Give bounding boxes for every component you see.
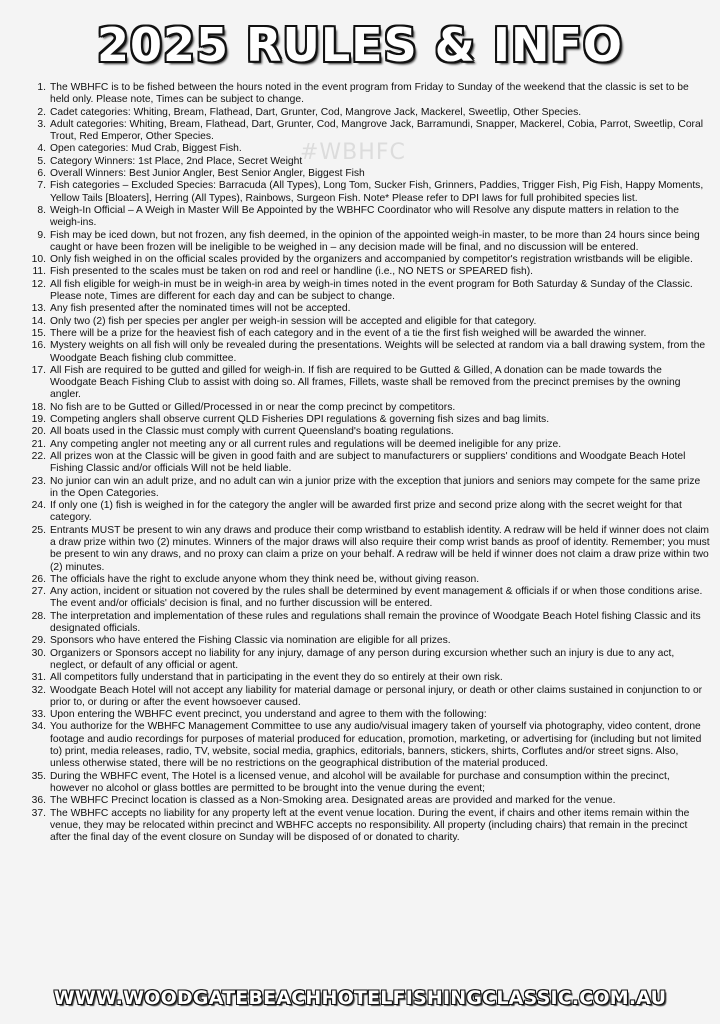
rule-number: 17.	[31, 364, 46, 376]
rule-number: 30.	[31, 647, 46, 659]
rule-number: 2.	[37, 106, 46, 118]
rule-number: 23.	[31, 475, 46, 487]
rule-number: 34.	[31, 721, 46, 733]
rule-number: 4.	[37, 143, 46, 155]
rule-text: Competing anglers shall observe current QLD Fisheries DPI regulations & governing fish sizes and bag limits.	[50, 414, 550, 426]
rule-text: You authorize for the WBHFC Management Committee to use any audio/visual imagery taken of yourself via photography, video content, drone footage and audio recordings for purposes of material produced for education, promotion, marketing, or advertising for (including but not limited to) print, media releases, radio, TV, website, social media, graphics, editorials, banners, stickers, shirts, Corflutes and/or street signs. Also, unless otherwise stated, there will be no restrictions on the geographical distribution of the material produced.	[50, 721, 702, 770]
rule-item	[37, 118, 710, 144]
rule-item	[37, 229, 710, 255]
rule-item	[31, 573, 710, 586]
rule-item	[32, 266, 710, 278]
rule-text: All Fish are required to be gutted and gilled for weigh-in. If fish are required to be Gutted & Gilled, A donation can be made towards the Woodgate Beach Fishing Club to assist with doing so. All frames, Fillets, waste shall be removed from the precinct premises by the owning angler.	[50, 364, 681, 401]
rule-text: Fish categories – Excluded Species: Barracuda (All Types), Long Tom, Sucker Fish, Grinners, Paddies, Trigger Fish, Pig Fish, Happy Moments, Yellow Tails [Bloaters], Herring (All Types), Rainbows, Surgeon Fish. Note* Please refer to DPI laws for full prohibited species list.	[50, 180, 704, 204]
rule-item	[31, 770, 710, 796]
rule-text: Mystery weights on all fish will only be revealed during the presentations. Weights will be selected at random via a ball drawing system, from the Woodgate Beach fishing club committee.	[50, 340, 706, 364]
rule-text: The WBHFC is to be fished between the hours noted in the event program from Friday to Sunday of the weekend that the classic is set to be held only. Please note, Times can be subject to change.	[50, 82, 689, 106]
rule-item	[31, 364, 710, 402]
rule-number: 24.	[31, 500, 46, 512]
rule-number: 12.	[31, 278, 46, 290]
rule-number: 9.	[37, 229, 46, 241]
rule-text: During the WBHFC event, The Hotel is a licensed venue, and alcohol will be available for purchase and consumption within the precinct, however no alcohol or glass bottles are permitted to be brought into the venue during the event;	[50, 770, 670, 794]
rule-number: 8.	[37, 204, 46, 216]
rule-item	[31, 254, 710, 266]
rule-number: 22.	[31, 450, 46, 462]
rule-text: Only two (2) fish per species per angler per weigh-in session will be accepted and eligible for that category.	[50, 315, 537, 327]
rule-text: Weigh-In Official – A Weigh in Master Will Be Appointed by the WBHFC Coordinator who will Resolve any dispute matters in relation to the weigh-ins.	[50, 204, 679, 229]
rule-item	[31, 414, 710, 426]
rule-item	[37, 168, 710, 180]
rule-number: 11.	[32, 266, 46, 278]
rule-number: 32.	[31, 684, 46, 696]
rule-item	[31, 524, 710, 574]
rule-number: 19.	[31, 414, 46, 426]
rule-number: 31.	[31, 672, 46, 684]
rule-number: 13.	[31, 303, 46, 315]
rule-number: 15.	[31, 327, 46, 339]
rule-text: All fish eligible for weigh-in must be in weigh-in area by weigh-in times noted in the event program for Both Saturday & Sunday of the Classic. Please note, Times are different for each day and can be subject to change.	[50, 278, 693, 303]
rule-text: The interpretation and implementation of these rules and regulations shall remain the province of Woodgate Beach Hotel fishing Classic and its designated officials.	[50, 610, 701, 635]
rule-item	[31, 401, 710, 414]
rule-item	[31, 721, 710, 770]
rule-number: 27.	[31, 586, 46, 598]
rule-text: Woodgate Beach Hotel will not accept any liability for material damage or personal injury, or death or other claims sustained in conjunction to or prior to, or during or after the event howsoever caused.	[50, 684, 703, 708]
footer-website-url: WWW.WOODGATEBEACHHOTELFISHINGCLASSIC.COM.AU	[53, 987, 667, 1009]
rule-item	[31, 500, 710, 525]
rule-number: 36.	[31, 795, 46, 807]
rule-text: All boats used in the Classic must comply with current Queensland's boating regulations.	[50, 426, 454, 438]
rule-text: Adult categories: Whiting, Bream, Flathead, Dart, Grunter, Cod, Mangrove Jack, Barramundi, Snapper, Mackerel, Cobia, Parrot, Sweetlip, Coral Trout, Red Emperor, Other Species.	[50, 118, 704, 143]
rule-item	[31, 450, 710, 476]
rule-text: Upon entering the WBHFC event precinct, you understand and agree to them with the following:	[50, 709, 487, 721]
rule-item	[31, 709, 710, 721]
rule-item	[37, 106, 710, 119]
rule-text: The WBHFC accepts no liability for any property left at the event venue location. During the event, if chairs and other items remain within the venue, they may be relocated within precinct and WBHFC accepts no responsibility. All property (including chairs) that remain in the precinct after the final day of the event closure on Sunday will be disposed of or donated to charity.	[50, 807, 690, 844]
rule-number: 7.	[37, 180, 46, 192]
rule-text: Category Winners: 1st Place, 2nd Place, Secret Weight	[50, 155, 303, 167]
rule-text: Open categories: Mud Crab, Biggest Fish.	[50, 143, 242, 155]
rule-text: Organizers or Sponsors accept no liability for any injury, damage of any person during excursion whether such an injury is due to any act, neglect, or default of any official or agent.	[50, 647, 675, 671]
rule-item	[31, 475, 710, 501]
rule-item	[37, 82, 710, 107]
rule-item	[37, 155, 710, 168]
rule-number: 26.	[31, 573, 46, 585]
rule-item	[37, 143, 710, 155]
rule-text: Fish presented to the scales must be taken on rod and reel or handline (i.e., NO NETS or SPEARED fish).	[50, 266, 534, 278]
rule-text: All prizes won at the Classic will be given in good faith and are subject to manufacturers or suppliers' conditions and Woodgate Beach Hotel Fishing Classic and/or officials Will not be held liable.	[50, 450, 686, 475]
rule-number: 14.	[31, 315, 46, 327]
rule-text: All competitors fully understand that in participating in the event they do so entirely at their own risk.	[50, 672, 503, 684]
rule-number: 25.	[31, 524, 46, 536]
rule-number: 21.	[31, 438, 46, 450]
rule-item	[31, 672, 710, 684]
rule-text: Sponsors who have entered the Fishing Classic via nomination are eligible for all prizes.	[50, 635, 451, 647]
rule-item	[31, 807, 710, 845]
rule-item	[31, 327, 710, 340]
rule-text: Entrants MUST be present to win any draws and produce their comp wristband to establish identity. A redraw will be held if winner does not claim a draw prize within two (2) minutes. Winners of the major draws will also require their comp wrist bands as proof of identity. Remember; you must be present to win any draws, and no proxy can claim a prize on your behalf. A redraw will be held if winner does not claim a draw prize within two (2) minutes.	[50, 524, 710, 573]
rule-text: Fish may be iced down, but not frozen, any fish deemed, in the opinion of the appointed weigh-in master, to be more than 24 hours since being caught or have been frozen will be ineligible to be weighed in – any decision made will be final, and no discussion will be entered.	[50, 229, 700, 253]
rule-text: No fish are to be Gutted or Gilled/Processed in or near the comp precinct by competitors.	[50, 401, 456, 413]
rule-text: No junior can win an adult prize, and no adult can win a junior prize with the exception that juniors and seniors may compete for the same prize in the Open Categories.	[50, 475, 701, 499]
rule-item	[31, 647, 710, 673]
rule-text: Any competing angler not meeting any or all current rules and regulations will be deemed ineligible for any prize.	[50, 438, 562, 450]
rule-item	[31, 340, 710, 365]
rule-text: Only fish weighed in on the official scales provided by the organizers and accompanied by competitor's registration wristbands will be eligible.	[50, 254, 693, 266]
rule-text: The officials have the right to exclude anyone whom they think need be, without giving reason.	[50, 573, 480, 585]
rule-item	[31, 426, 710, 438]
rule-number: 5.	[37, 155, 46, 167]
rule-number: 6.	[37, 168, 46, 180]
rule-item	[31, 635, 710, 647]
rule-text: Any action, incident or situation not covered by the rules shall be determined by event management & officials if or when those conditions arise. The event and/or officials' decision is final, and no further discussion will be entered.	[50, 586, 703, 610]
page-title: 2025 RULES & INFO	[97, 18, 623, 72]
rule-item	[31, 684, 710, 710]
rule-text: If only one (1) fish is weighed in for the category the angler will be awarded first prize and second prize along with the secret weight for that category.	[50, 500, 682, 524]
rule-text: Overall Winners: Best Junior Angler, Best Senior Angler, Biggest Fish	[50, 168, 365, 180]
rule-text: Any fish presented after the nominated times will not be accepted.	[50, 303, 351, 315]
rule-item	[31, 438, 710, 451]
rule-number: 29.	[31, 635, 46, 647]
rule-number: 35.	[31, 770, 46, 782]
rule-item	[31, 586, 710, 611]
rule-number: 3.	[37, 118, 46, 130]
rule-text: Cadet categories: Whiting, Bream, Flathead, Dart, Grunter, Cod, Mangrove Jack, Mackerel, Sweetlip, Other Species.	[50, 106, 582, 118]
rules-list	[31, 82, 710, 844]
wbhfc-watermark: #WBHFC	[300, 140, 406, 165]
rule-item	[37, 204, 710, 230]
rule-number: 10.	[31, 254, 46, 266]
rule-number: 28.	[31, 610, 46, 622]
rule-item	[31, 795, 710, 807]
rule-text: There will be a prize for the heaviest fish of each category and in the event of a tie the first fish weighed will be awarded the winner.	[50, 327, 647, 339]
rule-item	[31, 278, 710, 304]
rule-number: 37.	[31, 807, 46, 819]
rule-number: 20.	[31, 426, 46, 438]
rule-number: 16.	[31, 340, 46, 352]
rule-number: 1.	[37, 82, 46, 93]
rule-number: 33.	[31, 709, 46, 721]
rule-number: 18.	[31, 401, 46, 413]
rule-item	[31, 610, 710, 636]
rule-item	[37, 180, 710, 205]
rule-text: The WBHFC Precinct location is classed as a Non-Smoking area. Designated areas are provided and marked for the venue.	[50, 795, 616, 807]
rule-item	[31, 303, 710, 315]
rule-item	[31, 315, 710, 328]
